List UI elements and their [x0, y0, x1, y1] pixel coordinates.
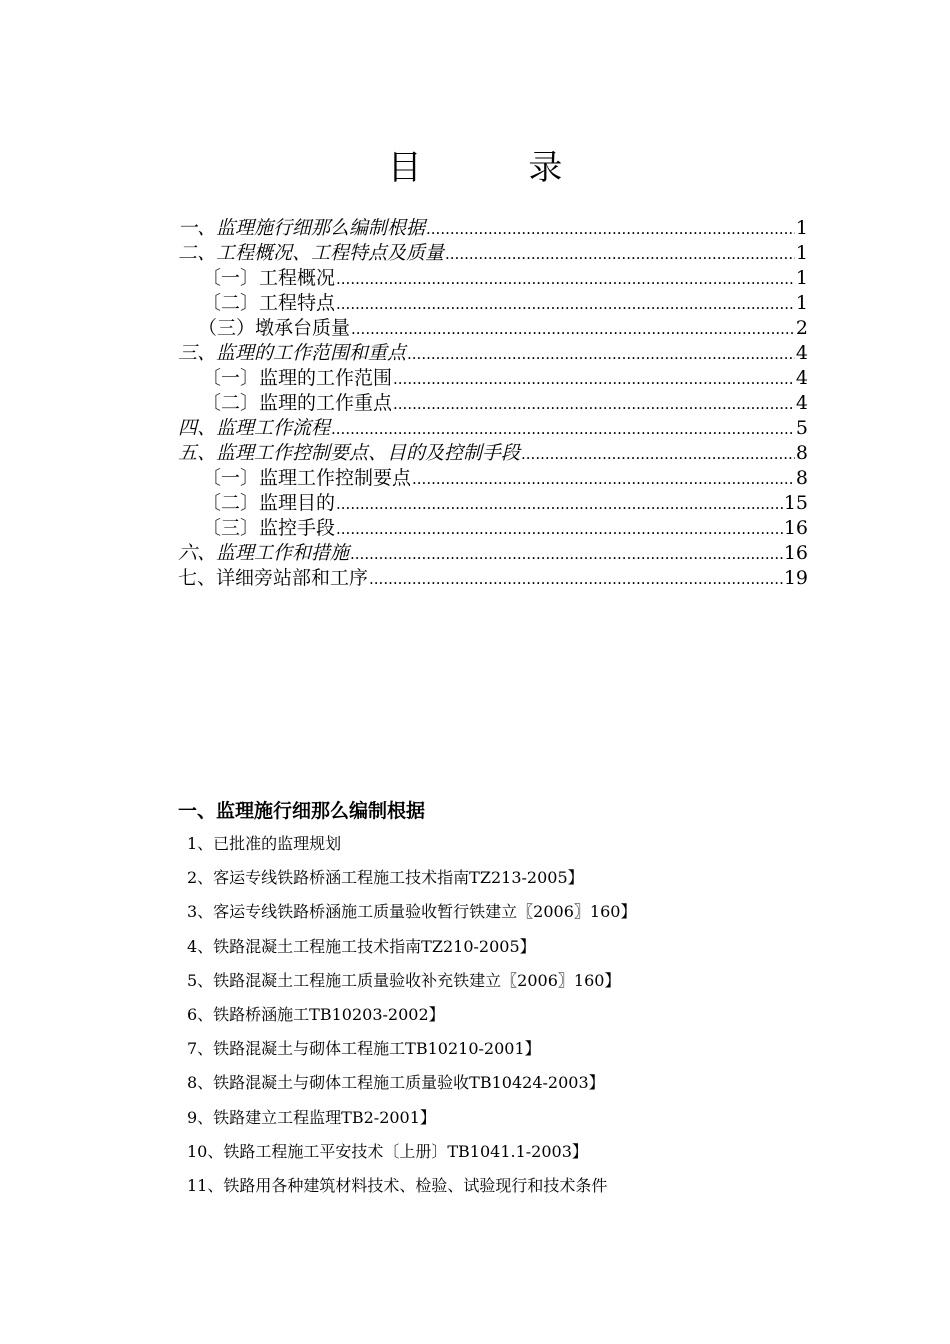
toc-entry-page: 1 [795, 242, 808, 264]
toc-entry[interactable] [178, 241, 808, 266]
toc-entry[interactable] [178, 566, 808, 591]
toc-entry-label: 三、监理的工作范围和重点 [178, 342, 407, 364]
toc-entry-label: 七、详细旁站部和工序 [178, 567, 369, 589]
toc-entry-label: 六、监理工作和措施 [178, 542, 350, 564]
toc-leader-dots [426, 217, 795, 242]
toc-leader-dots [336, 292, 795, 317]
toc-entry-page: 1 [795, 267, 808, 289]
toc-entry[interactable] [178, 516, 808, 541]
toc-entry[interactable] [178, 341, 808, 366]
toc-entry-label: 〔一〕监理工作控制要点 [202, 467, 412, 489]
toc-entry-page: 16 [783, 542, 808, 564]
toc-leader-dots [369, 567, 783, 592]
toc-entry-label: 〔二〕工程特点 [202, 292, 336, 314]
toc-entry[interactable] [178, 266, 808, 291]
toc-entry-page: 16 [783, 517, 808, 539]
toc-entry-label: （三）墩承台质量 [198, 317, 351, 339]
toc-leader-dots [407, 342, 795, 367]
toc-leader-dots [445, 242, 795, 267]
toc-entry-label: 〔二〕监理目的 [202, 492, 336, 514]
toc-entry-page: 8 [795, 467, 808, 489]
toc-entry[interactable] [178, 316, 808, 341]
toc-leader-dots [521, 442, 795, 467]
toc-entry-page: 1 [795, 217, 808, 239]
toc-entry[interactable] [178, 416, 808, 441]
toc-entry[interactable] [178, 391, 808, 416]
toc-entry-page: 4 [795, 367, 808, 389]
toc-leader-dots [331, 417, 795, 442]
toc-entry[interactable] [178, 291, 808, 316]
reference-list [187, 830, 887, 1206]
list-item: 3、客运专线铁路桥涵施工质量验收暂行铁建立〖2006〗160】 [187, 902, 637, 922]
list-item: 11、铁路用各种建筑材料技术、检验、试验现行和技术条件 [187, 1175, 608, 1195]
toc-title: 目 录 [387, 148, 611, 188]
toc-entry-label: 〔三〕监控手段 [202, 517, 336, 539]
toc-leader-dots [412, 467, 795, 492]
toc-entry-label: 〔一〕工程概况 [202, 267, 336, 289]
toc-entry[interactable] [178, 466, 808, 491]
toc-entry[interactable] [178, 541, 808, 566]
toc-entry-page: 2 [795, 317, 808, 339]
list-item: 5、铁路混凝土工程施工质量验收补充铁建立〖2006〗160】 [187, 970, 621, 990]
toc-entry-label: 五、监理工作控制要点、目的及控制手段 [178, 442, 521, 464]
toc-entry-label: 〔一〕监理的工作范围 [202, 367, 393, 389]
list-item: 1、已批准的监理规划 [187, 834, 342, 853]
list-item: 7、铁路混凝土与砌体工程施工TB10210-2001】 [187, 1039, 541, 1059]
toc-entry-page: 15 [783, 492, 808, 514]
toc-leader-dots [336, 267, 795, 292]
list-item: 2、客运专线铁路桥涵工程施工技术指南TZ213-2005】 [187, 868, 584, 888]
toc-entry-page: 5 [795, 417, 808, 439]
toc-entry-page: 4 [795, 392, 808, 414]
toc-leader-dots [351, 317, 795, 342]
toc-entry[interactable] [178, 491, 808, 516]
toc-entry[interactable] [178, 366, 808, 391]
list-item: 9、铁路建立工程监理TB2-2001】 [187, 1107, 436, 1127]
list-item: 6、铁路桥涵施工TB10203-2002】 [187, 1004, 445, 1024]
toc-entry-page: 19 [783, 567, 808, 589]
section-heading: 一、监理施行细那么编制根据 [178, 800, 426, 822]
toc-entry[interactable] [178, 216, 808, 241]
toc-entry-label: 四、监理工作流程 [178, 417, 331, 439]
toc-leader-dots [350, 542, 783, 567]
toc-entry[interactable] [178, 441, 808, 466]
list-item: 8、铁路混凝土与砌体工程施工质量验收TB10424-2003】 [187, 1073, 605, 1093]
toc-entry-label: 二、工程概况、工程特点及质量 [178, 242, 445, 264]
table-of-contents [178, 216, 808, 591]
toc-entry-page: 4 [795, 342, 808, 364]
toc-entry-page: 8 [795, 442, 808, 464]
toc-entry-label: 〔二〕监理的工作重点 [202, 392, 393, 414]
toc-leader-dots [393, 392, 795, 417]
list-item: 4、铁路混凝土工程施工技术指南TZ210-2005】 [187, 936, 536, 956]
toc-leader-dots [336, 492, 783, 517]
list-item: 10、铁路工程施工平安技术〔上册〕TB1041.1-2003】 [187, 1141, 588, 1161]
toc-entry-label: 一、监理施行细那么编制根据 [178, 217, 426, 239]
toc-leader-dots [393, 367, 795, 392]
toc-entry-page: 1 [795, 292, 808, 314]
toc-leader-dots [336, 517, 783, 542]
